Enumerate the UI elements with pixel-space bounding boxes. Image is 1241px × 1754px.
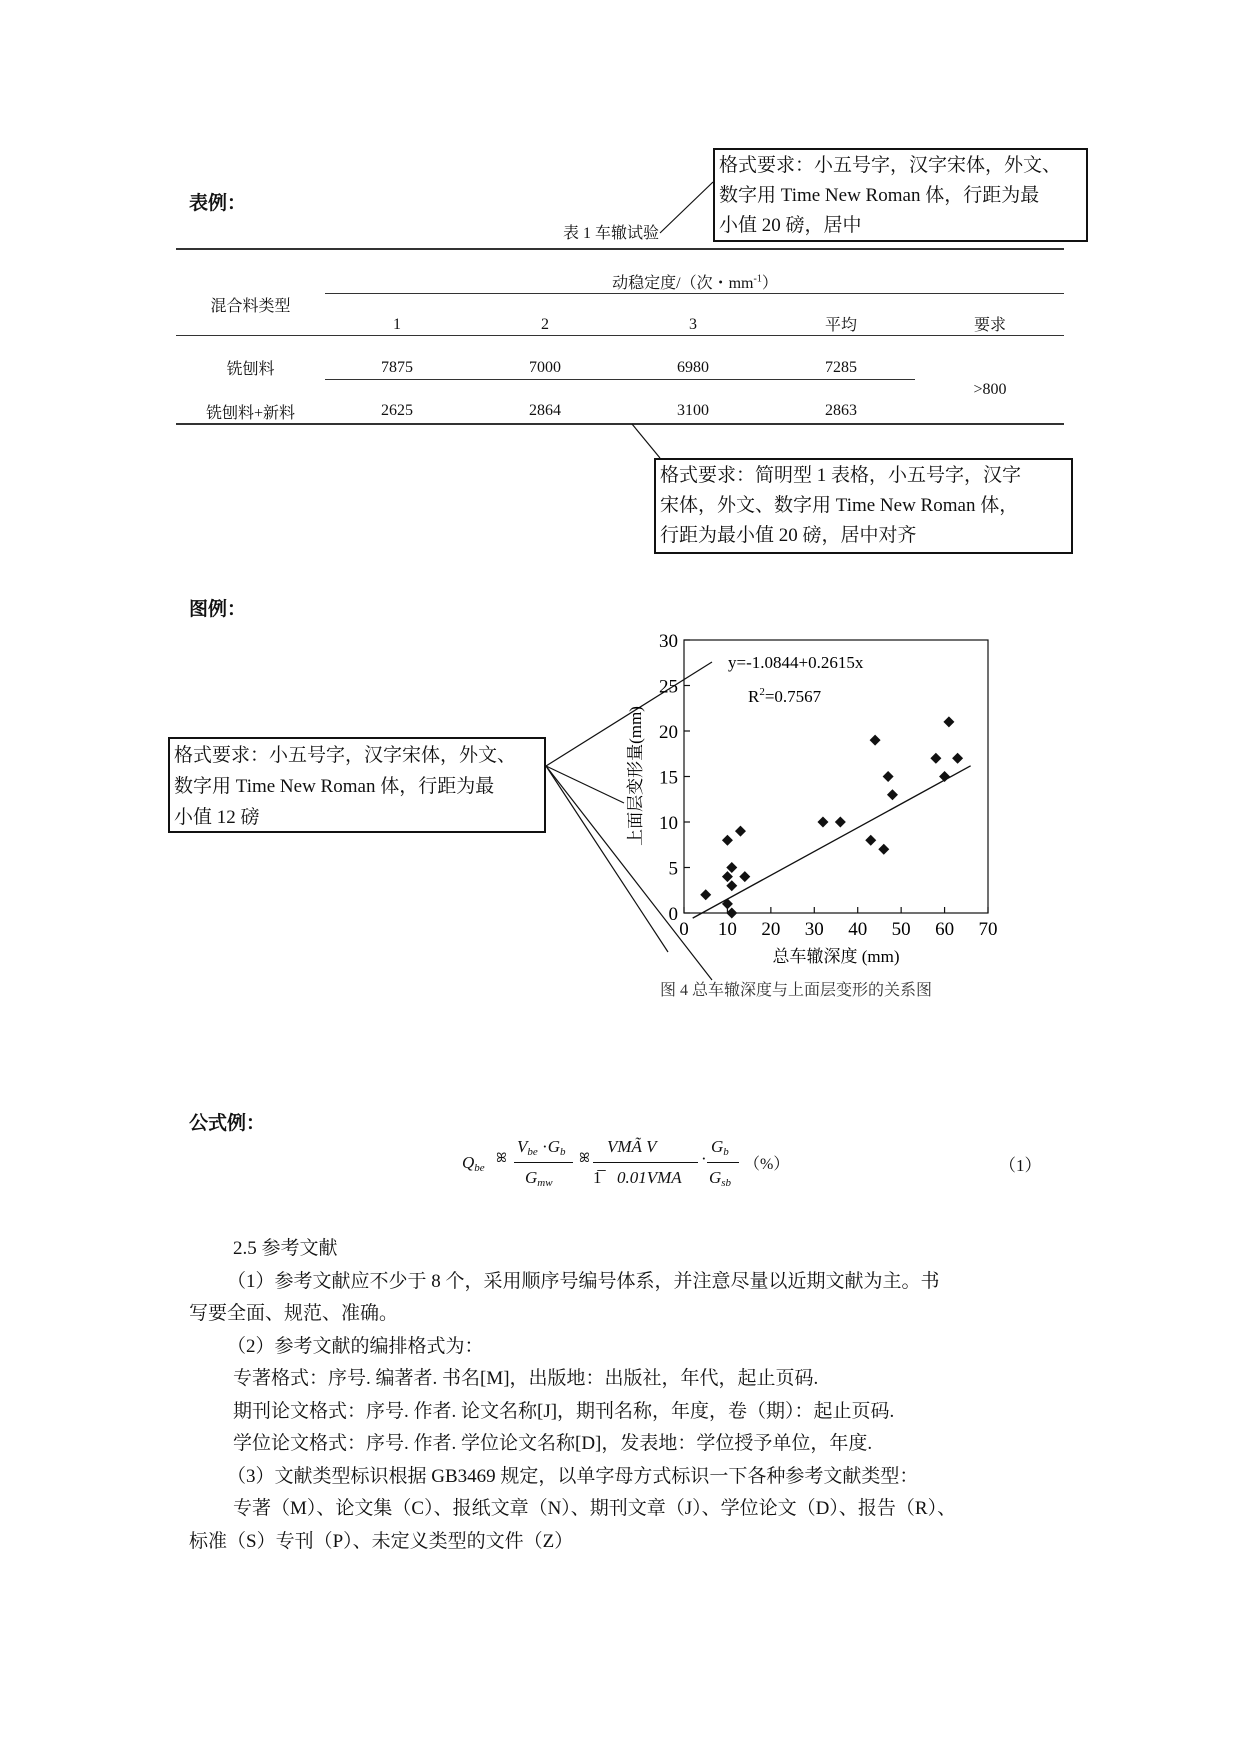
- table-cell: 7875: [381, 359, 413, 376]
- r2-value: =0.7567: [764, 687, 822, 706]
- column-header: 平均: [824, 317, 857, 334]
- references-paragraph: （2）参考文献的编排格式为：: [227, 1335, 484, 1357]
- row-label: 铣刨料+新料: [205, 405, 296, 422]
- y-tick-label: 25: [659, 676, 678, 698]
- data-point: [700, 889, 711, 900]
- formula-unit: （%）: [744, 1156, 790, 1173]
- column-header: 要求: [973, 317, 1006, 334]
- table-cell: 7285: [825, 359, 857, 376]
- data-point: [726, 862, 737, 873]
- formula-lhs: $Q_{be}$: [462, 1153, 485, 1174]
- term2-numerator: VMÃ V: [607, 1137, 657, 1156]
- data-point: [817, 817, 828, 828]
- annotation-line: 格式要求：小五号字，汉字宋体，外文、: [174, 745, 517, 766]
- r-squared-label: [748, 686, 822, 706]
- references-paragraph: 写要全面、规范、准确。: [189, 1303, 399, 1324]
- r2-letter: R: [748, 687, 760, 706]
- data-point: [883, 771, 894, 782]
- x-tick-label: 60: [935, 919, 955, 940]
- x-tick-label: 30: [804, 919, 824, 940]
- annotation-line: 小值 20 磅，居中: [719, 215, 862, 236]
- group-header-sup: -1: [753, 273, 762, 285]
- annotation-line: 数字用 Time New Roman 体，行距为最: [174, 776, 495, 797]
- x-tick-label: 40: [848, 919, 868, 940]
- data-point: [939, 771, 950, 782]
- data-point: [870, 735, 881, 746]
- data-point: [887, 789, 898, 800]
- data-point: [878, 844, 889, 855]
- data-point: [930, 753, 941, 764]
- r2-sup: 2: [759, 686, 765, 698]
- data-point: [735, 826, 746, 837]
- monograph-format: 专著格式：序号. 编著者. 书名[M]，出版地：出版社，年代，起止页码.: [233, 1368, 819, 1389]
- x-tick-label: 20: [761, 919, 781, 940]
- leader-line: [546, 766, 668, 952]
- row-label: 铣刨料: [226, 361, 275, 378]
- y-tick-label: 10: [659, 813, 678, 834]
- data-point: [722, 871, 733, 882]
- y-tick-label: 30: [659, 631, 678, 652]
- x-axis-label: 总车辙深度 (mm): [772, 947, 900, 966]
- y-axis-label: 上面层变形量(mm): [626, 706, 645, 846]
- thesis-format: 学位论文格式：序号. 作者. 学位论文名称[D]，发表地：学位授予单位，年度.: [233, 1433, 873, 1454]
- term2-denominator-b: 0.01VMA: [617, 1168, 682, 1187]
- table-cell: 2863: [825, 402, 857, 419]
- formula-number: （1）: [999, 1156, 1042, 1175]
- data-point: [943, 716, 954, 727]
- table-cell: 7000: [529, 359, 561, 376]
- annotation-line: 格式要求：简明型 1 表格，小五号字，汉字: [660, 465, 1022, 486]
- term3-denominator: $G_{sb}$: [709, 1168, 732, 1189]
- table-cell: 3100: [677, 402, 709, 419]
- column-header: 3: [689, 316, 697, 333]
- fit-equation: y=-1.0844+0.2615x: [728, 653, 864, 672]
- table-cell: 6980: [677, 359, 709, 376]
- row-header: 混合料类型: [210, 298, 291, 315]
- y-tick-label: 0: [668, 904, 678, 925]
- data-point: [865, 835, 876, 846]
- journal-format: 期刊论文格式：序号. 作者. 论文名称[J]，期刊名称，年度，卷（期）：起止页码.: [233, 1400, 895, 1422]
- group-header-text: 动稳定度/（次・mm: [612, 275, 754, 292]
- data-point: [726, 880, 737, 891]
- document-types: 专著（M）、论文集（C）、报纸文章（N）、期刊文章（J）、学位论文（D）、报告（R）、: [233, 1498, 957, 1519]
- data-point: [952, 753, 963, 764]
- document-types: 标准（S）专刊（P）、未定义类型的文件（Z）: [189, 1530, 574, 1552]
- figure-caption: 图 4 总车辙深度与上面层变形的关系图: [660, 982, 933, 999]
- leader-line: [660, 182, 713, 233]
- term1-denominator: $G_{mw}$: [525, 1168, 553, 1189]
- annotation-line: 格式要求：小五号字，汉字宋体，外文、: [719, 155, 1062, 176]
- data-point: [835, 817, 846, 828]
- data-point: [722, 898, 733, 909]
- annotation-line: 小值 12 磅: [174, 807, 260, 828]
- annotation-line: 行距为最小值 20 磅，居中对齐: [660, 525, 917, 546]
- y-tick-label: 5: [668, 858, 678, 880]
- table-cell: 2625: [381, 402, 413, 419]
- multiply-symbol: ꕤ: [579, 1150, 590, 1165]
- fit-line: [693, 766, 971, 918]
- data-point: [739, 871, 750, 882]
- column-header: 1: [393, 316, 401, 333]
- x-tick-label: 70: [978, 919, 998, 940]
- references-section: [189, 1233, 1069, 1558]
- references-paragraph: （1）参考文献应不少于 8 个，采用顺序号编号体系，并注意尽量以近期文献为主。书: [227, 1270, 940, 1292]
- table-example-heading: 表例：: [189, 192, 247, 214]
- data-point: [722, 835, 733, 846]
- y-tick-label: 20: [659, 722, 678, 743]
- x-tick-label: 0: [679, 919, 689, 940]
- references-title: 2.5 参考文献: [233, 1238, 338, 1259]
- leader-line: [632, 424, 660, 458]
- table-caption: 表 1 车辙试验: [563, 225, 660, 242]
- references-paragraph: （3）文献类型标识根据 GB3469 规定，以单字母方式标识一下各种参考文献类型：: [227, 1465, 919, 1487]
- annotation-line: 宋体，外文、数字用 Time New Roman 体，: [660, 495, 1019, 516]
- table-cell: 2864: [529, 402, 561, 419]
- figure-example-heading: 图例：: [189, 598, 247, 620]
- y-tick-label: 15: [659, 767, 678, 789]
- term2-denominator-a: 1̅: [593, 1168, 602, 1187]
- formula-example-heading: 公式例：: [189, 1112, 266, 1134]
- equals-symbol: ꕤ: [496, 1150, 507, 1165]
- term3-numerator: $G_b$: [711, 1137, 729, 1158]
- annotation-line: 数字用 Time New Roman 体，行距为最: [719, 185, 1040, 206]
- column-header: 2: [541, 316, 549, 333]
- x-tick-label: 10: [717, 919, 737, 940]
- requirement-cell: >800: [973, 381, 1007, 398]
- group-header-end: ）: [761, 275, 778, 292]
- dot-operator: ·: [701, 1149, 707, 1168]
- x-tick-label: 50: [891, 919, 911, 940]
- term1-numerator: $V_{be} \cdot G_b$: [517, 1137, 566, 1158]
